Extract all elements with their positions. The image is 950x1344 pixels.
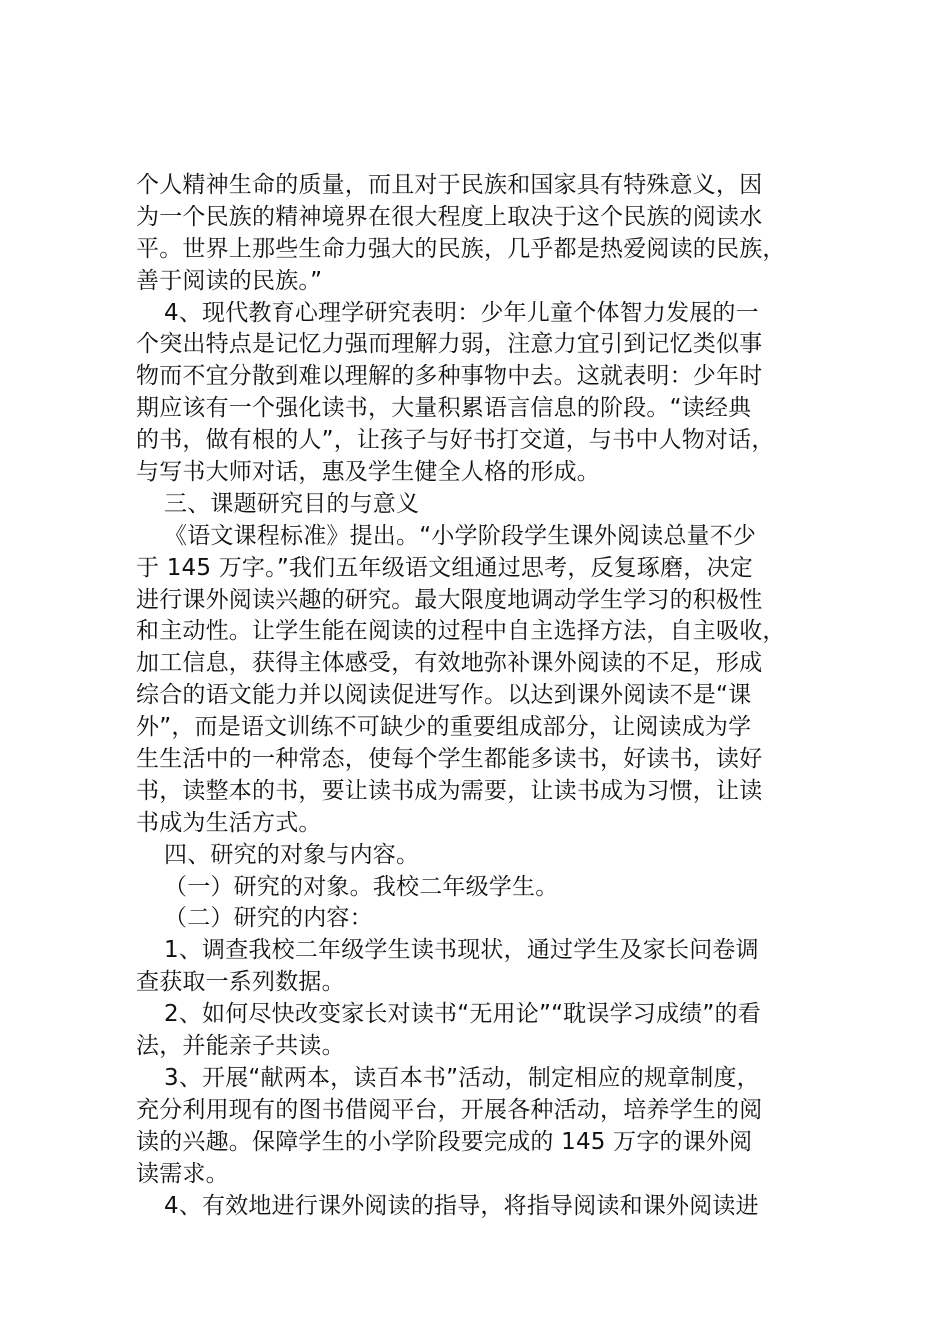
text-line: 加工信息，获得主体感受，有效地弥补课外阅读的不足，形成 — [136, 650, 763, 677]
text-line: 外”，而是语文训练不可缺少的重要组成部分，让阅读成为学 — [136, 714, 752, 741]
text-line: 和主动性。让学生能在阅读的过程中自主选择方法，自主吸收， — [136, 618, 786, 645]
text-line: 于 145 万字。”我们五年级语文组通过思考，反复琢磨，决定 — [136, 554, 753, 581]
text-line: 与写书大师对话，惠及学生健全人格的形成。 — [136, 459, 600, 486]
text-line: 个突出特点是记忆力强而理解力弱，注意力宜引到记忆类似事 — [136, 331, 763, 358]
text-line: 书，读整本的书，要让读书成为需要，让读书成为习惯，让读 — [136, 777, 763, 804]
text-line: 查获取一系列数据。 — [136, 969, 345, 996]
text-line: 进行课外阅读兴趣的研究。最大限度地调动学生学习的积极性 — [136, 586, 763, 613]
text-line: （二）研究的内容： — [164, 905, 373, 932]
text-line: 综合的语文能力并以阅读促进写作。以达到课外阅读不是“课 — [136, 682, 752, 709]
text-line: 为一个民族的精神境界在很大程度上取决于这个民族的阅读水 — [136, 203, 763, 230]
text-line: 读需求。 — [136, 1160, 229, 1187]
text-line: 四、研究的对象与内容。 — [164, 841, 420, 868]
text-line: 书成为生活方式。 — [136, 809, 322, 836]
document-body-text — [136, 170, 856, 1222]
text-line: 2、如何尽快改变家长对读书“无用论”“耽误学习成绩”的看 — [164, 1001, 761, 1028]
text-line: 三、课题研究目的与意义 — [164, 490, 420, 517]
text-line: 4、有效地进行课外阅读的指导，将指导阅读和课外阅读进 — [164, 1192, 759, 1219]
text-line: 善于阅读的民族。” — [136, 267, 323, 294]
text-line: 期应该有一个强化读书，大量积累语言信息的阶段。“读经典 — [136, 395, 752, 422]
text-line: 个人精神生命的质量，而且对于民族和国家具有特殊意义，因 — [136, 172, 763, 198]
text-line: 《语文课程标准》提出。“小学阶段学生课外阅读总量不少 — [164, 522, 757, 549]
text-line: 物而不宜分散到难以理解的多种事物中去。这就表明：少年时 — [136, 363, 763, 390]
text-line: 读的兴趣。保障学生的小学阶段要完成的 145 万字的课外阅 — [136, 1128, 753, 1155]
text-line: 1、调查我校二年级学生读书现状，通过学生及家长问卷调 — [164, 937, 759, 964]
text-line: 平。世界上那些生命力强大的民族，几乎都是热爱阅读的民族， — [136, 235, 786, 262]
text-line: 3、开展“献两本，读百本书”活动，制定相应的规章制度， — [164, 1064, 760, 1091]
text-line: 的书，做有根的人”，让孩子与好书打交道，与书中人物对话， — [136, 427, 775, 454]
text-line: 充分利用现有的图书借阅平台，开展各种活动，培养学生的阅 — [136, 1096, 763, 1123]
text-line: （一）研究的对象。我校二年级学生。 — [164, 873, 559, 900]
text-line: 生生活中的一种常态，使每个学生都能多读书，好读书，读好 — [136, 746, 763, 773]
text-line: 4、现代教育心理学研究表明：少年儿童个体智力发展的一 — [164, 299, 759, 326]
text-line: 法，并能亲子共读。 — [136, 1033, 345, 1060]
